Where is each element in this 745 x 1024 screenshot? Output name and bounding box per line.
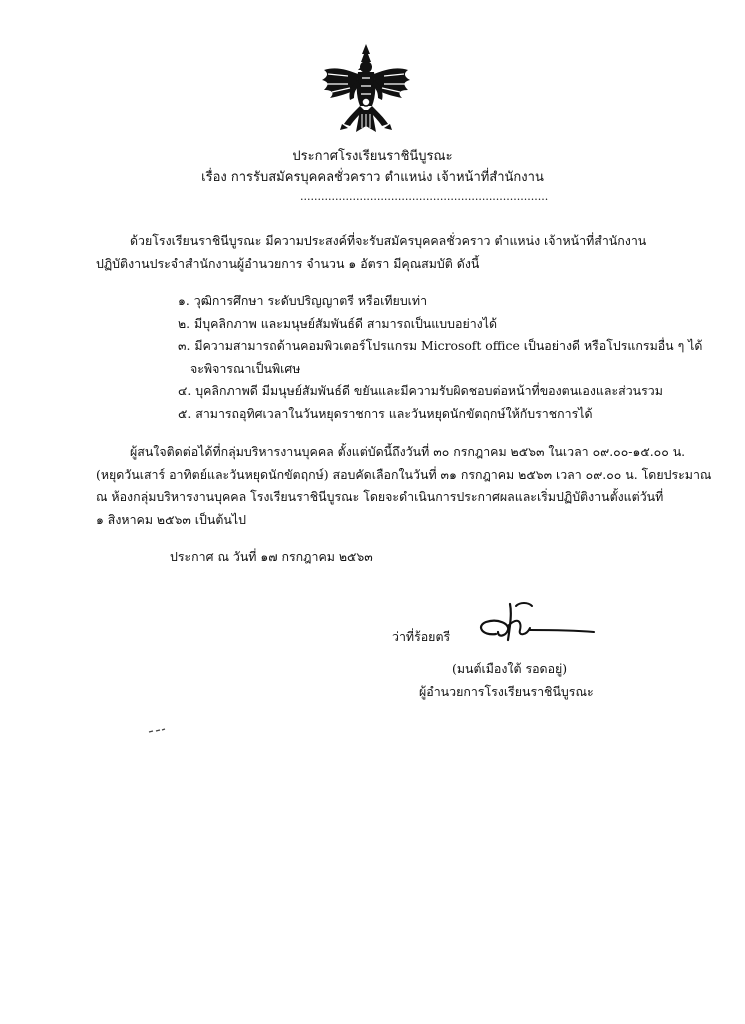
qualification-text: ๓. มีความสามารถด้านคอมพิวเตอร์โปรแกรม Microsoft office เป็นอย่างดี หรือโปรแกรมอื่น ๆ ได้ xyxy=(178,338,703,353)
title-separator: ....................................................................... xyxy=(300,190,549,203)
intro-line-2: ปฏิบัติงานประจำสำนักงานผู้อำนวยการ จำนวน ๑ อัตรา มีคุณสมบัติ ดังนี้ xyxy=(96,256,480,271)
announced-date: ประกาศ ณ วันที่ ๑๗ กรกฎาคม ๒๕๖๓ xyxy=(170,549,373,564)
qualification-text: ๑. วุฒิการศึกษา ระดับปริญญาตรี หรือเทียบเท่า xyxy=(178,293,428,308)
announcement-subject: เรื่อง การรับสมัครบุคคลชั่วคราว ตำแหน่ง เจ้าหน้าที่สำนักงาน xyxy=(201,170,544,185)
contact-line-1: ผู้สนใจติดต่อได้ที่กลุ่มบริหารงานบุคคล ตั้งแต่บัดนี้ถึงวันที่ ๓๐ กรกฎาคม ๒๕๖๓ ในเวลา ๐๙.๐๐-๑๕.๐๐ น. xyxy=(130,444,686,459)
list-item xyxy=(178,313,702,336)
signatory-rank: ว่าที่ร้อยตรี xyxy=(392,629,451,644)
list-item xyxy=(178,380,702,403)
intro-line-1: ด้วยโรงเรียนราชินีบูรณะ มีความประสงค์ที่จะรับสมัครบุคคลชั่วคราว ตำแหน่ง เจ้าหน้าที่สำนักงาน xyxy=(130,233,647,248)
qualification-text: ๔. บุคลิกภาพดี มีมนุษย์สัมพันธ์ดี ขยันและมีความรับผิดชอบต่อหน้าที่ของตนเองและส่วนรวม xyxy=(178,383,663,398)
list-item xyxy=(178,335,702,380)
qualification-text: ๕. สามารถอุทิศเวลาในวันหยุดราชการ และวันหยุดนักขัตฤกษ์ให้กับราชการได้ xyxy=(178,405,593,421)
signatory-title: ผู้อำนวยการโรงเรียนราชินีบูรณะ xyxy=(419,684,594,699)
scan-speck xyxy=(148,719,166,725)
list-item xyxy=(178,290,702,313)
announcement-title: ประกาศโรงเรียนราชินีบูรณะ xyxy=(292,149,453,164)
title-block xyxy=(0,146,745,188)
list-item xyxy=(178,403,702,426)
contact-paragraph xyxy=(96,441,711,531)
handwritten-signature xyxy=(458,596,598,656)
garuda-emblem-icon xyxy=(318,40,414,140)
qualification-text: ๒. มีบุคลิกภาพ และมนุษย์สัมพันธ์ดี สามารถเป็นแบบอย่างได้ xyxy=(178,315,497,331)
qualifications-list xyxy=(178,290,702,425)
contact-line-3: ณ ห้องกลุ่มบริหารงานบุคคล โรงเรียนราชินีบูรณะ โดยจะดำเนินการประกาศผลและเริ่มปฏิบัติงานตั้งแต่วันที่ xyxy=(96,489,664,504)
signatory-name: (มนต์เมืองใต้ รอดอยู่) xyxy=(452,661,568,676)
contact-line-4: ๑ สิงหาคม ๒๕๖๓ เป็นต้นไป xyxy=(96,511,246,527)
contact-line-2: (หยุดวันเสาร์ อาทิตย์และวันหยุดนักขัตฤกษ์) สอบคัดเลือกในวันที่ ๓๑ กรกฎาคม ๒๕๖๓ เวลา ๐๙.๐๐ น. โดยประมาณ xyxy=(96,466,712,482)
qualification-continuation: จะพิจารณาเป็นพิเศษ xyxy=(190,360,301,376)
